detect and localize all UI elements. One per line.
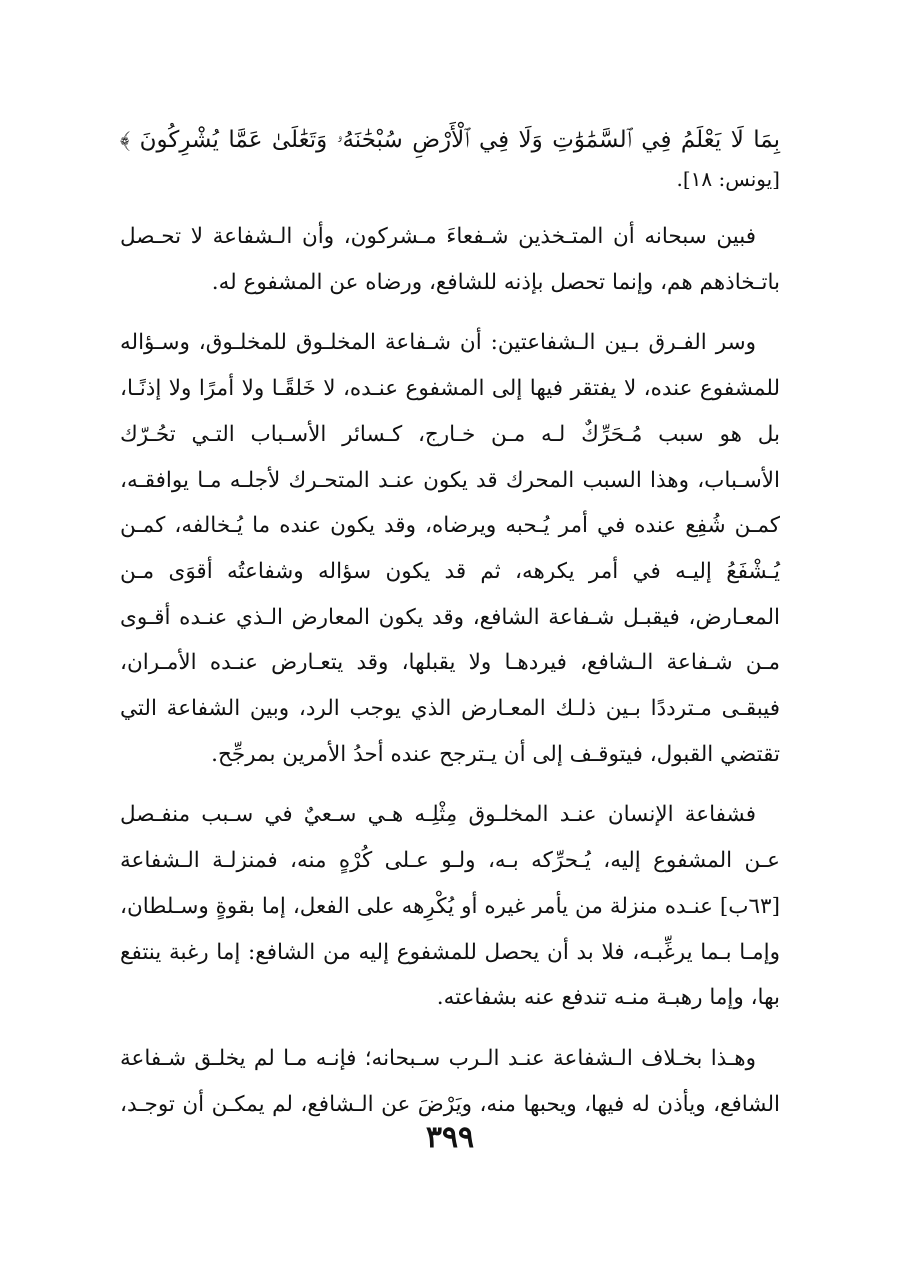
paragraph-4: وهـذا بخـلاف الـشفاعة عنـد الـرب سـبحانه؛ فإنـه مـا لم يخلـق شـفاعة الشافع، ويأذن له فيها، ويحبها منه، ويَرْضَ عن الـشافع، لم يمكـن أن توجـد،: [120, 1045, 780, 1117]
paragraph-1: فبين سبحانه أن المتـخذين شـفعاءَ مـشركون، وأن الـشفاعة لا تحـصل باتـخاذهم هم، وإنما تحصل بإذنه للشافع، ورضاه عن المشفوع له.: [120, 224, 780, 295]
paragraph-2: وسر الفـرق بـين الـشفاعتين: أن شـفاعة المخلـوق للمخلـوق، وسـؤاله للمشفوع عنده، لا يفتقر فيها إلى المشفوع عنـده، لا خَلقًـا ولا أمرًا ولا إذنًـا، بل هو سبب مُـحَرِّكٌ لـه مـن خـارج، كـسائر الأسـباب التـي تحُـرّك الأسـباب، وهذا السبب المحرك قد يكون عنـد المتحـرك لأجلـه مـا يوافقـه، كمـن شُفِع عنده في أمر يُـحبه ويرضاه، وقد يكون عنده ما يُـخالفه، كمـن يُـشْفَعُ إليـه في أمر يكرهه، ثم قد يكون سؤاله وشفاعتُه أقوَى مـن المعـارض، فيقبـل شـفاعة الشافع، وقد يكون المعارض الـذي عنـده أقـوى مـن شـفاعة الـشافع، فيردهـا ولا يقبلها، وقد يتعـارض عنـده الأمـران، فيبقـى مـترددًا بـين ذلـك المعـارض الذي يوجب الرد، وبين الشفاعة التي تقتضي القبول، فيتوقـف إلى أن يـترجح عنده أحدُ الأمرين بمرجِّح.: [120, 330, 780, 767]
verse-reference: [يونس: ١٨].: [676, 167, 780, 191]
page-number: ٣٩٩: [425, 1120, 475, 1155]
page-body: [120, 118, 780, 1142]
quran-verse: بِمَا لَا يَعْلَمُ فِي ٱلسَّمَٰوَٰتِ وَلَا فِي ٱلْأَرْضِ سُبْحَٰنَهُۥ وَتَعَٰلَىٰ عَمَّا يُشْرِكُونَ ﴾: [120, 127, 780, 153]
paragraph-3: فشفاعة الإنسان عنـد المخلـوق مِثْلِـه هـي سـعيٌ في سـبب منفـصل عـن المشفوع إليه، يُـحرِّكه بـه، ولـو عـلى كُرْهٍ منه، فمنزلـة الـشفاعة [٦٣ب] عنـده منزلة من يأمر غيره أو يُكْرِهه على الفعل، إما بقوةٍ وسـلطان، وإمـا بـما يرغِّبـه، فلا بد أن يحصل للمشفوع إليه من الشافع: إما رغبة ينتفع بها، وإما رهبـة منـه تندفع عنه بشفاعته.: [120, 802, 780, 1011]
